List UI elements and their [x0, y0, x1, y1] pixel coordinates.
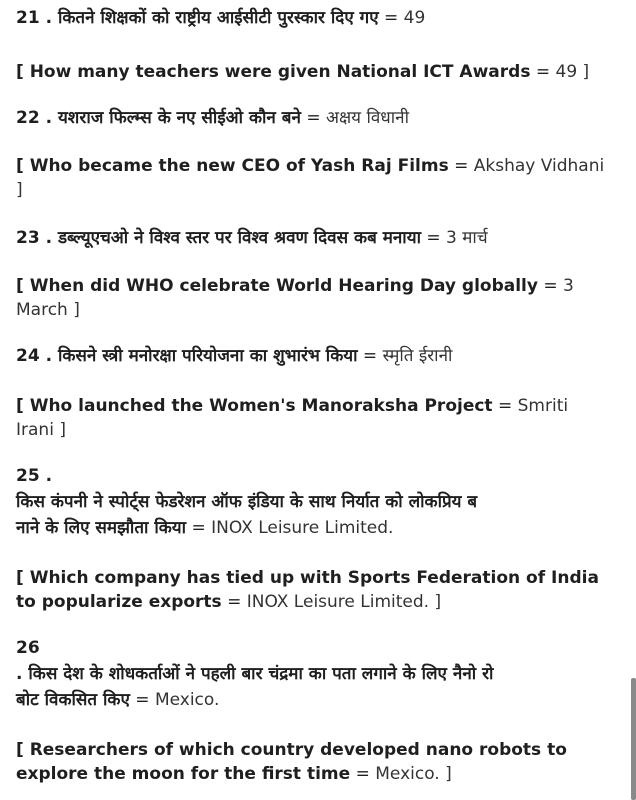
- q21-english: [ How many teachers were given National ICT Awards = 49 ]: [16, 62, 590, 82]
- q22-hindi: 22 . यशराज फिल्म्स के नए सीईओ कौन बने = अक्षय विधानी: [16, 108, 409, 128]
- q26-hindi-line2: बोट विकसित किए = Mexico.: [16, 690, 220, 710]
- q24-hindi: 24 . किसने स्त्री मनोरक्षा परियोजना का शुभारंभ किया = स्मृति ईरानी: [16, 346, 453, 366]
- scrollbar[interactable]: [631, 678, 636, 800]
- q22-english-cont: ]: [16, 180, 23, 200]
- q23-english: [ When did WHO celebrate World Hearing Day globally = 3: [16, 276, 574, 296]
- q24-english: [ Who launched the Women's Manoraksha Project = Smriti: [16, 396, 569, 416]
- q26-english-line2: explore the moon for the first time = Mexico. ]: [16, 764, 452, 784]
- q21-hindi: 21 . कितने शिक्षकों को राष्ट्रीय आईसीटी पुरस्कार दिए गए = 49: [16, 8, 426, 28]
- q25-english-line2: to popularize exports = INOX Leisure Limited. ]: [16, 592, 442, 612]
- q25-hindi-line2: नाने के लिए समझौता किया = INOX Leisure Limited.: [16, 518, 394, 538]
- q26-english-line1: [ Researchers of which country developed nano robots to: [16, 740, 567, 760]
- q25-english-line1: [ Which company has tied up with Sports Federation of India: [16, 568, 599, 588]
- q26-number: 26: [16, 638, 40, 658]
- q22-english: [ Who became the new CEO of Yash Raj Films = Akshay Vidhani: [16, 156, 605, 176]
- q23-hindi: 23 . डब्ल्यूएचओ ने विश्व स्तर पर विश्व श्रवण दिवस कब मनाया = 3 मार्च: [16, 228, 488, 248]
- q25-hindi-line1: किस कंपनी ने स्पोर्ट्स फेडरेशन ऑफ इंडिया के साथ निर्यात को लोकप्रिय ब: [16, 492, 478, 512]
- q25-number: 25 .: [16, 466, 53, 486]
- q23-english-cont: March ]: [16, 300, 80, 320]
- q24-english-cont: Irani ]: [16, 420, 66, 440]
- q26-hindi-line1: . किस देश के शोधकर्ताओं ने पहली बार चंद्रमा का पता लगाने के लिए नैनो रो: [16, 664, 494, 684]
